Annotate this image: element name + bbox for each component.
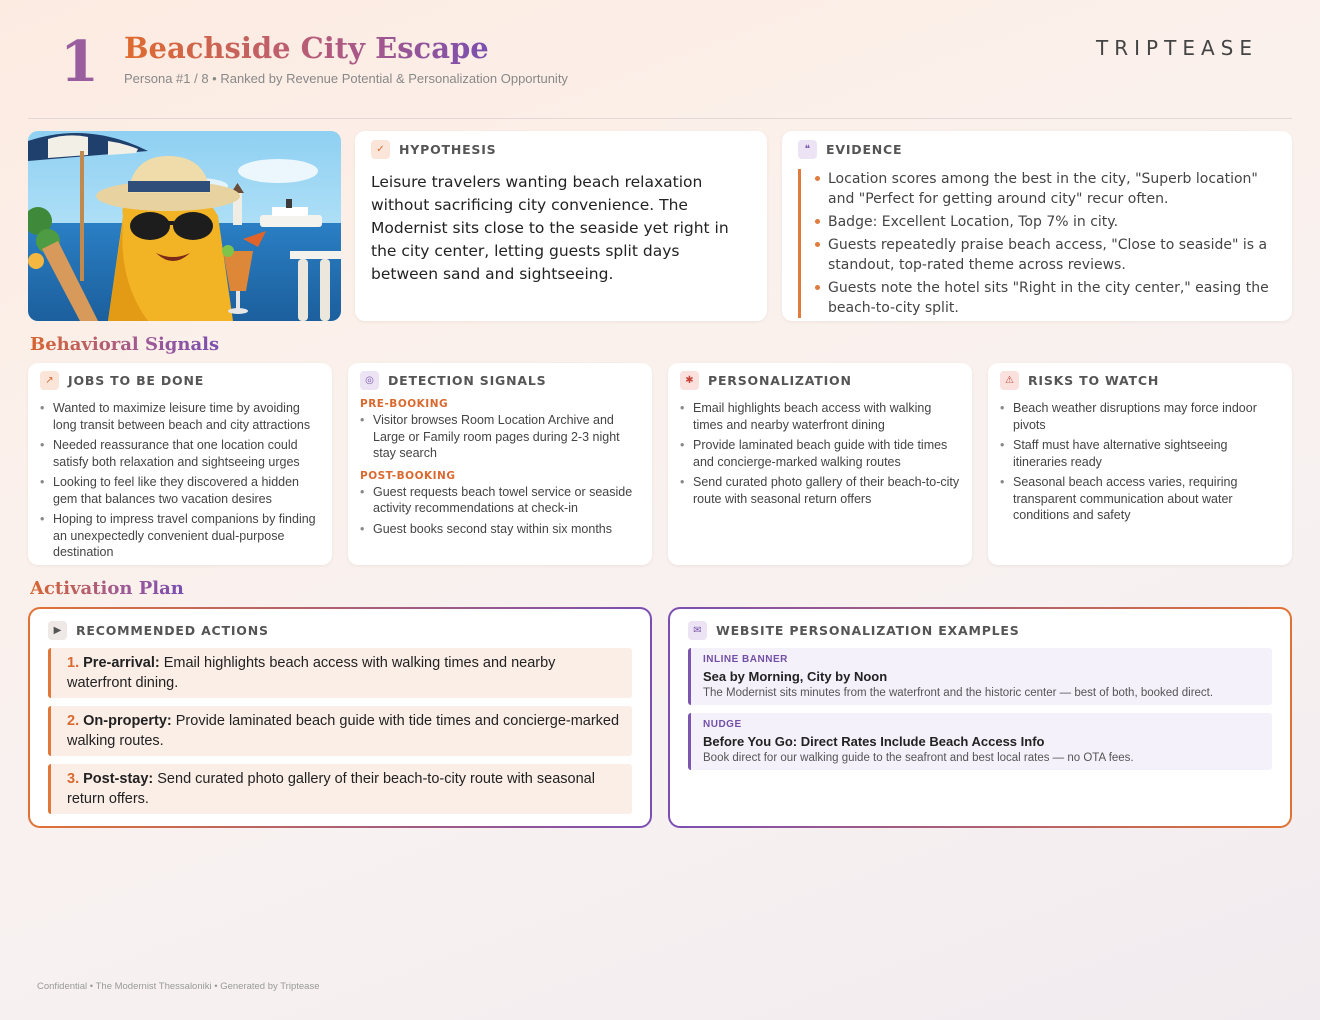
example-title: Sea by Morning, City by Noon: [703, 669, 888, 684]
evidence-card: [782, 131, 1292, 321]
beach-mascot-illustration: [28, 131, 341, 321]
header-divider: [28, 118, 1292, 119]
evidence-list: [798, 169, 1276, 318]
pre-booking-item: • Visitor browses Room Location Archive and Large or Family room pages during 2-3 night stay search: [360, 412, 640, 462]
evidence-item: Badge: Excellent Location, Top 7% in city.: [813, 212, 1276, 232]
action-label: On-property:: [83, 713, 172, 729]
envelope-icon: ✉: [688, 621, 707, 640]
page-subtitle: Persona #1 / 8 • Ranked by Revenue Potential & Personalization Opportunity: [124, 71, 568, 86]
personalization-list: [680, 400, 960, 507]
personalization-item: • Send curated photo gallery of their beach-to-city route with seasonal return offers: [680, 474, 960, 507]
evidence-item: Guests repeatedly praise beach access, "Close to seaside" is a standout, top-rated theme across reviews.: [813, 235, 1276, 275]
detection-label: DETECTION SIGNALS: [388, 373, 547, 388]
example-body: Book direct for our walking guide to the seafront and best local rates — no OTA fees.: [703, 752, 1134, 764]
action-number: 3.: [67, 771, 80, 787]
page-title: Beachside City Escape: [124, 31, 489, 65]
risks-item: • Beach weather disruptions may force indoor pivots: [1000, 400, 1280, 433]
action-item: [48, 706, 632, 756]
arrow-up-right-icon: ↗: [40, 371, 59, 390]
action-number: 2.: [67, 713, 80, 729]
evidence-item: Location scores among the best in the city, "Superb location" and "Perfect for getting around city" recur often.: [813, 169, 1276, 209]
jobs-item: • Wanted to maximize leisure time by avoiding long transit between beach and city attractions: [40, 400, 320, 433]
example-kind: NUDGE: [703, 719, 742, 730]
risks-item: • Seasonal beach access varies, requiring transparent communication about water conditions and safety: [1000, 474, 1280, 524]
post-booking-item: • Guest books second stay within six months: [360, 521, 640, 538]
action-text: Send curated photo gallery of their beach-to-city route with seasonal return offers.: [67, 771, 595, 807]
persona-illustration: [28, 131, 341, 321]
personalization-card: [668, 363, 972, 565]
risks-label: RISKS TO WATCH: [1028, 373, 1160, 388]
post-booking-list: [360, 484, 640, 538]
action-text: Email highlights beach access with walking times and nearby waterfront dining.: [67, 655, 556, 691]
checkmark-icon: ✓: [371, 140, 390, 159]
personalization-example: [688, 713, 1272, 770]
action-label: Pre-arrival:: [83, 655, 160, 671]
example-body: The Modernist sits minutes from the waterfront and the historic center — best of both, booked direct.: [703, 687, 1214, 699]
website-personalization-box: [668, 607, 1292, 828]
personalization-item: • Email highlights beach access with walking times and nearby waterfront dining: [680, 400, 960, 433]
post-booking-item: • Guest requests beach towel service or seaside activity recommendations at check-in: [360, 484, 640, 517]
jobs-list: [40, 400, 320, 561]
page-footer: Confidential • The Modernist Thessaloniki • Generated by Triptease: [37, 981, 320, 992]
jobs-to-be-done-card: [28, 363, 332, 565]
jobs-item: • Needed reassurance that one location could satisfy both relaxation and sightseeing urges: [40, 437, 320, 470]
personalization-label: PERSONALIZATION: [708, 373, 852, 388]
risks-list: [1000, 400, 1280, 524]
example-title: Before You Go: Direct Rates Include Beach Access Info: [703, 734, 1045, 749]
jobs-item: • Looking to feel like they discovered a hidden gem that balances two vacation desires: [40, 474, 320, 507]
jobs-item: • Hoping to impress travel companions by finding an unexpectedly convenient dual-purpose destination: [40, 511, 320, 561]
brand-logo: TRIPTEASE: [1096, 36, 1258, 60]
activation-plan-title: Activation Plan: [30, 578, 184, 599]
detection-signals-card: [348, 363, 652, 565]
website-label: WEBSITE PERSONALIZATION EXAMPLES: [716, 623, 1020, 638]
risks-card: [988, 363, 1292, 565]
action-text: Provide laminated beach guide with tide times and concierge-marked walking routes.: [67, 713, 620, 749]
action-label: Post-stay:: [83, 771, 154, 787]
evidence-item: Guests note the hotel sits "Right in the city center," easing the beach-to-city split.: [813, 278, 1276, 318]
pre-booking-label: PRE-BOOKING: [360, 398, 449, 410]
sparkle-icon: ✱: [680, 371, 699, 390]
play-icon: ▶: [48, 621, 67, 640]
target-icon: ◎: [360, 371, 379, 390]
personalization-item: • Provide laminated beach guide with tide times and concierge-marked walking routes: [680, 437, 960, 470]
personalization-example: [688, 648, 1272, 705]
hypothesis-label: HYPOTHESIS: [399, 142, 497, 157]
pre-booking-list: [360, 412, 640, 462]
action-item: [48, 648, 632, 698]
hypothesis-text: Leisure travelers wanting beach relaxation without sacrificing city convenience. The Modernist sits close to the seaside yet right in the city center, letting guests split days between sand and sightseeing.: [371, 173, 729, 283]
risks-item: • Staff must have alternative sightseeing itineraries ready: [1000, 437, 1280, 470]
recommended-actions-box: [28, 607, 652, 828]
jobs-label: JOBS TO BE DONE: [68, 373, 205, 388]
behavioral-signals-title: Behavioral Signals: [30, 334, 220, 355]
evidence-label: EVIDENCE: [826, 142, 903, 157]
hypothesis-card: [355, 131, 767, 321]
action-number: 1.: [67, 655, 80, 671]
warning-icon: ⚠: [1000, 371, 1019, 390]
post-booking-label: POST-BOOKING: [360, 469, 456, 482]
action-item: [48, 764, 632, 814]
example-kind: INLINE BANNER: [703, 654, 788, 665]
page-header: [0, 0, 1320, 120]
persona-number: 1: [60, 29, 99, 95]
actions-label: RECOMMENDED ACTIONS: [76, 623, 269, 638]
quote-icon: ❝: [798, 140, 817, 159]
